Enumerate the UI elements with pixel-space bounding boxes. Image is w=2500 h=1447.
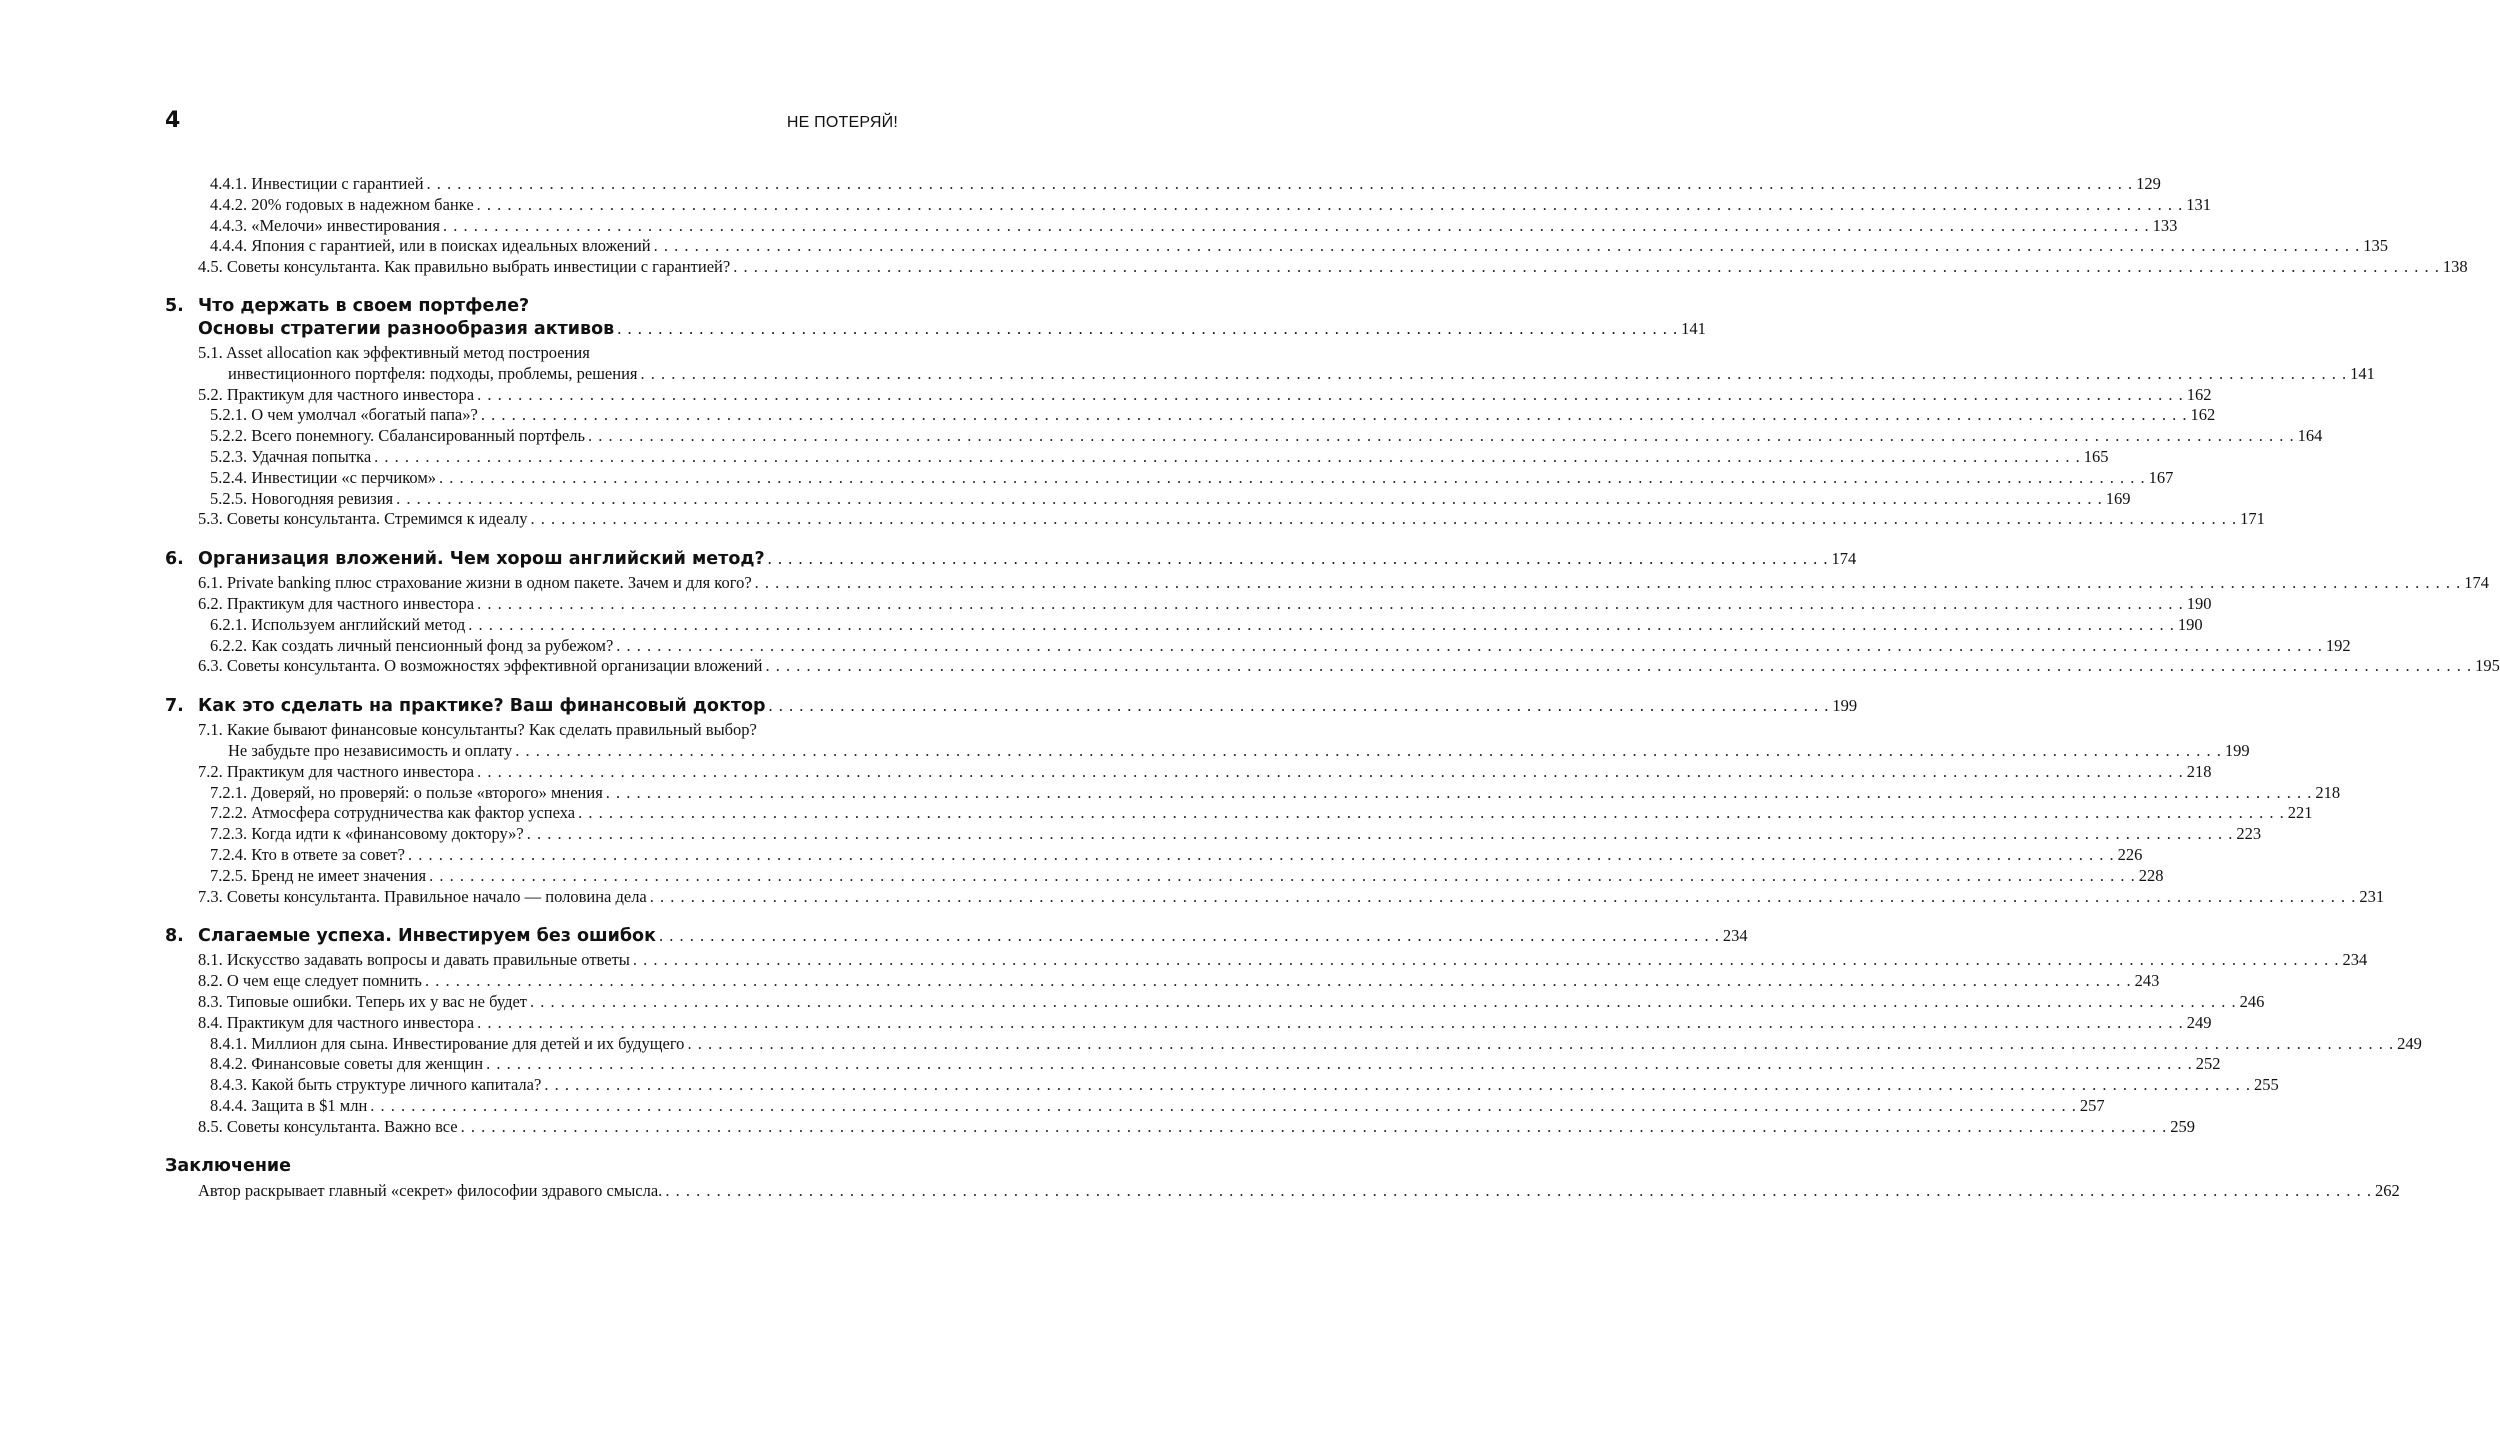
toc-page-number: 164 bbox=[2297, 426, 2323, 446]
toc-page-number: 234 bbox=[2342, 950, 2368, 970]
toc-entry-7-2-2[interactable]: 7.2.2. Атмосфера сотрудничества как фактор успеха . . . 221 bbox=[165, 803, 898, 824]
toc-page-number: 226 bbox=[2117, 844, 2143, 864]
conclusion-title[interactable]: Заключение bbox=[165, 1156, 292, 1177]
toc-page-number: 169 bbox=[2105, 488, 2131, 508]
toc-page-number: 221 bbox=[2287, 803, 2313, 823]
toc-page-number: 141 bbox=[2350, 363, 2375, 383]
toc-page-number: 249 bbox=[2186, 1012, 2212, 1032]
toc-page-number: 195 bbox=[2475, 656, 2500, 676]
toc-page-number: 255 bbox=[2253, 1075, 2279, 1095]
toc-entry-7-2-5[interactable]: 7.2.5. Бренд не имеет значения . . . 228 bbox=[165, 866, 898, 887]
toc-page-number: 167 bbox=[2148, 467, 2174, 487]
toc-page-number: 162 bbox=[2190, 405, 2216, 425]
toc-entry-5-2-1[interactable]: 5.2.1. О чем умолчал «богатый папа»? . . . 162 bbox=[165, 405, 898, 426]
toc-entry-8-4-1[interactable]: 8.4.1. Миллион для сына. Инвестирование для детей и их будущего . . . 249 bbox=[165, 1034, 898, 1055]
table-of-contents bbox=[165, 174, 2500, 1202]
toc-entry-5-2-3[interactable]: 5.2.3. Удачная попытка . . . 165 bbox=[165, 447, 898, 468]
toc-entry-6-1[interactable]: 6.1. Private banking плюс страхование жизни в одном пакете. Зачем и для кого? . . . 174 bbox=[165, 573, 898, 594]
toc-page-number: 190 bbox=[2186, 593, 2212, 613]
toc-entry-8-5[interactable]: 8.5. Советы консультанта. Важно все . . . 259 bbox=[165, 1117, 898, 1138]
toc-page-number: 165 bbox=[2083, 446, 2109, 466]
chapter-5-title-line2[interactable]: Основы стратегии разнообразия активов . . . 141 bbox=[165, 317, 898, 340]
toc-entry-4-4-2[interactable]: 4.4.2. 20% годовых в надежном банке . . . 131 bbox=[165, 195, 898, 216]
conclusion-entry[interactable]: Автор раскрывает главный «секрет» философии здравого смысла. . . . 262 bbox=[165, 1181, 898, 1202]
toc-entry-5-1-line2[interactable]: инвестиционного портфеля: подходы, проблемы, решения . . . 141 bbox=[165, 364, 898, 385]
toc-entry-7-2-3[interactable]: 7.2.3. Когда идти к «финансовому доктору»? . . . 223 bbox=[165, 824, 898, 845]
toc-entry-5-2[interactable]: 5.2. Практикум для частного инвестора . . . 162 bbox=[165, 385, 898, 406]
toc-page-number: 171 bbox=[2240, 509, 2265, 529]
toc-entry-5-2-2[interactable]: 5.2.2. Всего понемногу. Сбалансированный портфель . . . 164 bbox=[165, 426, 898, 447]
toc-page-number: 162 bbox=[2186, 384, 2212, 404]
toc-page-number: 138 bbox=[2442, 257, 2468, 277]
toc-page-number: 218 bbox=[2186, 761, 2212, 781]
chapter-5 bbox=[165, 295, 2375, 530]
toc-entry-8-4[interactable]: 8.4. Практикум для частного инвестора . . . 249 bbox=[165, 1013, 898, 1034]
toc-entry-8-2[interactable]: 8.2. О чем еще следует помнить . . . 243 bbox=[165, 971, 898, 992]
toc-entry-6-2[interactable]: 6.2. Практикум для частного инвестора . . . 190 bbox=[165, 594, 898, 615]
toc-entry-7-1-line2[interactable]: Не забудьте про независимость и оплату . . . 199 bbox=[165, 741, 898, 762]
toc-page-number: 249 bbox=[2397, 1033, 2422, 1053]
toc-page-number: 174 bbox=[2464, 573, 2490, 593]
toc-entry-7-2-4[interactable]: 7.2.4. Кто в ответе за совет? . . . 226 bbox=[165, 845, 898, 866]
toc-page-number: 252 bbox=[2195, 1054, 2221, 1074]
toc-entry-4-4-3[interactable]: 4.4.3. «Мелочи» инвестирования . . . 133 bbox=[165, 216, 898, 237]
toc-page-number: 141 bbox=[1681, 318, 1706, 338]
page-number: 4 bbox=[165, 108, 181, 133]
toc-page-number: 174 bbox=[1831, 549, 1857, 569]
toc-page-number: 262 bbox=[2374, 1181, 2400, 1201]
toc-page-number: 199 bbox=[1832, 696, 1858, 716]
chapter-8-title[interactable]: 8. Слагаемые успеха. Инвестируем без ошибок . . . 234 bbox=[165, 924, 898, 947]
toc-entry-8-4-3[interactable]: 8.4.3. Какой быть структуре личного капитала? . . . 255 bbox=[165, 1075, 898, 1096]
toc-page-number: 243 bbox=[2134, 971, 2160, 991]
toc-page-number: 234 bbox=[1722, 926, 1748, 946]
chapter-6 bbox=[165, 547, 2500, 677]
chapter-7-title[interactable]: 7. Как это сделать на практике? Ваш финансовый доктор . . . 199 bbox=[165, 694, 898, 717]
toc-page-number: 131 bbox=[2186, 194, 2212, 214]
chapter-7 bbox=[165, 694, 2385, 907]
toc-entry-5-1-line1[interactable]: 5.1. Asset allocation как эффективный метод построения bbox=[198, 342, 590, 362]
running-title: НЕ ПОТЕРЯЙ! bbox=[786, 114, 898, 131]
chapter-8 bbox=[165, 924, 2422, 1137]
toc-entry-8-4-2[interactable]: 8.4.2. Финансовые советы для женщин . . . 252 bbox=[165, 1054, 898, 1075]
toc-page-number: 223 bbox=[2236, 824, 2262, 844]
toc-entry-7-3[interactable]: 7.3. Советы консультанта. Правильное начало — половина дела . . . 231 bbox=[165, 887, 898, 908]
toc-page-number: 190 bbox=[2177, 614, 2203, 634]
toc-page-number: 133 bbox=[2152, 215, 2178, 235]
toc-entry-8-1[interactable]: 8.1. Искусство задавать вопросы и давать правильные ответы . . . 234 bbox=[165, 950, 898, 971]
toc-page-number: 192 bbox=[2325, 635, 2351, 655]
toc-page-number: 218 bbox=[2315, 782, 2341, 802]
toc-entry-6-2-1[interactable]: 6.2.1. Используем английский метод . . . 190 bbox=[165, 615, 898, 636]
toc-entry-7-2-1[interactable]: 7.2.1. Доверяй, но проверяй: о пользе «второго» мнения . . . 218 bbox=[165, 783, 898, 804]
toc-page-number: 257 bbox=[2079, 1095, 2105, 1115]
toc-entry-6-2-2[interactable]: 6.2.2. Как создать личный пенсионный фонд за рубежом? . . . 192 bbox=[165, 636, 898, 657]
toc-entry-5-2-5[interactable]: 5.2.5. Новогодняя ревизия . . . 169 bbox=[165, 489, 898, 510]
chapter-6-title[interactable]: 6. Организация вложений. Чем хорош английский метод? . . . 174 bbox=[165, 547, 898, 570]
chapter-5-title-line1[interactable]: 5. Что держать в своем портфеле? bbox=[165, 295, 530, 316]
toc-entry-4-4-1[interactable]: 4.4.1. Инвестиции с гарантией . . . 129 bbox=[165, 174, 898, 195]
toc-entry-8-4-4[interactable]: 8.4.4. Защита в $1 млн . . . 257 bbox=[165, 1096, 898, 1117]
toc-page-number: 129 bbox=[2136, 174, 2161, 193]
toc-page-number: 231 bbox=[2359, 886, 2385, 906]
toc-entry-6-3[interactable]: 6.3. Советы консультанта. О возможностях эффективной организации вложений . . . 195 bbox=[165, 656, 898, 677]
toc-page-number: 135 bbox=[2363, 236, 2389, 256]
toc-entry-5-2-4[interactable]: 5.2.4. Инвестиции «с перчиком» . . . 167 bbox=[165, 468, 898, 489]
toc-page-number: 228 bbox=[2138, 865, 2164, 885]
toc-entry-7-2[interactable]: 7.2. Практикум для частного инвестора . . . 218 bbox=[165, 762, 898, 783]
toc-entry-8-3[interactable]: 8.3. Типовые ошибки. Теперь их у вас не будет . . . 246 bbox=[165, 992, 898, 1013]
toc-entry-5-3[interactable]: 5.3. Советы консультанта. Стремимся к идеалу . . . 171 bbox=[165, 509, 898, 530]
toc-entry-4-4-4[interactable]: 4.4.4. Япония с гарантией, или в поисках идеальных вложений . . . 135 bbox=[165, 236, 898, 257]
toc-page-number: 199 bbox=[2224, 740, 2250, 760]
toc-entry-7-1-line1[interactable]: 7.1. Какие бывают финансовые консультанты? Как сделать правильный выбор? bbox=[198, 720, 757, 740]
toc-entry-4-5[interactable]: 4.5. Советы консультанта. Как правильно выбрать инвестиции с гарантией? . . . 138 bbox=[165, 257, 898, 278]
toc-page-number: 259 bbox=[2170, 1116, 2195, 1136]
toc-page-number: 246 bbox=[2239, 991, 2265, 1011]
